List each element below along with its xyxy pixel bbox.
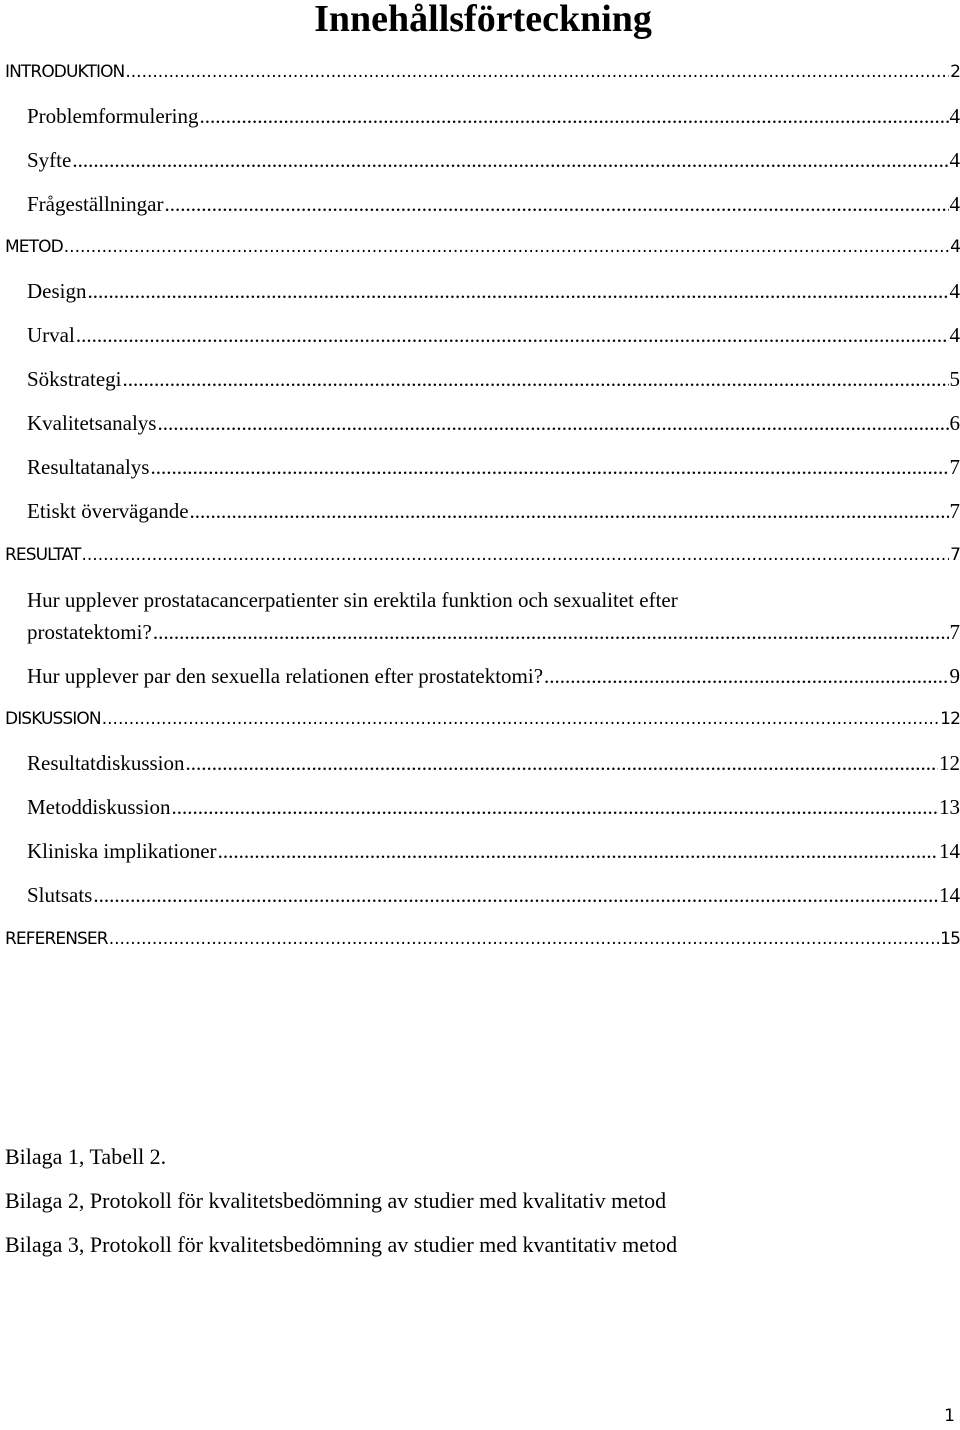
toc-entry-label: Kliniska implikationer xyxy=(27,839,217,863)
toc-entry-problemformulering[interactable] xyxy=(27,104,960,129)
toc-entry-urval[interactable] xyxy=(27,323,960,348)
toc-page-number: 6 xyxy=(949,411,960,435)
toc-entry-label: INTRODUKTION xyxy=(5,62,125,82)
toc-entry-resultat[interactable] xyxy=(5,545,960,565)
toc-leader xyxy=(64,237,949,257)
toc-entry-label: prostatektomi? xyxy=(27,620,152,644)
toc-entry-referenser[interactable] xyxy=(5,929,960,949)
toc-entry-label: Urval xyxy=(27,323,75,347)
toc-entry-label: Metoddiskussion xyxy=(27,795,171,819)
toc-entry-resultatdiskussion[interactable] xyxy=(27,751,960,776)
toc-entry-label: Sökstrategi xyxy=(27,367,122,391)
toc-entry-syfte[interactable] xyxy=(27,148,960,173)
toc-page-number: 7 xyxy=(950,545,960,565)
toc-entry-erektil-funktion[interactable] xyxy=(27,620,960,645)
toc-entry-diskussion[interactable] xyxy=(5,709,960,729)
toc-page-number: 9 xyxy=(949,664,960,688)
toc-leader xyxy=(76,323,949,348)
toc-leader xyxy=(123,367,949,392)
toc-entry-kliniska-implikationer[interactable] xyxy=(27,839,960,864)
toc-leader xyxy=(88,279,949,304)
toc-entry-label: Syfte xyxy=(27,148,72,172)
toc-entry-label: Kvalitetsanalys xyxy=(27,411,157,435)
toc-entry-etiskt-overvagande[interactable] xyxy=(27,499,960,524)
toc-leader xyxy=(125,62,949,82)
toc-page-number: 12 xyxy=(939,751,960,775)
toc-entry-label: Resultatdiskussion xyxy=(27,751,185,775)
toc-page-number: 2 xyxy=(950,62,960,82)
toc-entry-sexuella-relationen[interactable] xyxy=(27,664,960,689)
appendix-1: Bilaga 1, Tabell 2. xyxy=(5,1144,167,1169)
toc-entry-label: RESULTAT xyxy=(5,545,81,565)
toc-entry-label: Frågeställningar xyxy=(27,192,164,216)
toc-entry-label: DISKUSSION xyxy=(5,709,101,729)
toc-leader xyxy=(218,839,938,864)
toc-leader xyxy=(199,104,948,129)
toc-page-number: 4 xyxy=(949,148,960,172)
toc-leader xyxy=(190,499,949,524)
page-number: 1 xyxy=(944,1406,955,1426)
toc-leader xyxy=(81,545,949,565)
toc-page-number: 7 xyxy=(949,455,960,479)
toc-entry-label: Slutsats xyxy=(27,883,93,907)
toc-page-number: 5 xyxy=(949,367,960,391)
toc-entry-label: Etiskt övervägande xyxy=(27,499,189,523)
toc-page-number: 7 xyxy=(949,499,960,523)
toc-entry-design[interactable] xyxy=(27,279,960,304)
toc-page-number: 4 xyxy=(949,323,960,347)
toc-page-number: 15 xyxy=(940,929,960,949)
toc-page-number: 13 xyxy=(939,795,960,819)
appendix-3: Bilaga 3, Protokoll för kvalitetsbedömning av studier med kvantitativ metod xyxy=(5,1232,678,1257)
toc-entry-introduktion[interactable] xyxy=(5,62,960,82)
toc-entry-metod[interactable] xyxy=(5,237,960,257)
toc-leader xyxy=(172,795,938,820)
toc-page-number: 7 xyxy=(949,620,960,644)
toc-entry-label: METOD xyxy=(5,237,63,257)
toc-entry-label: Design xyxy=(27,279,87,303)
toc-entry-kvalitetsanalys[interactable] xyxy=(27,411,960,436)
toc-page-number: 14 xyxy=(939,839,960,863)
toc-leader xyxy=(150,455,948,480)
toc-entry-resultatanalys[interactable] xyxy=(27,455,960,480)
toc-entry-label: Resultatanalys xyxy=(27,455,150,479)
toc-page-number: 4 xyxy=(949,104,960,128)
toc-leader xyxy=(109,929,939,949)
toc-page-number: 4 xyxy=(949,192,960,216)
toc-page-number: 12 xyxy=(940,709,960,729)
toc-leader xyxy=(186,751,938,776)
toc-leader xyxy=(93,883,938,908)
toc-leader xyxy=(153,620,949,645)
toc-page-number: 14 xyxy=(939,883,960,907)
toc-leader xyxy=(102,709,939,729)
toc-entry-metoddiskussion[interactable] xyxy=(27,795,960,820)
toc-entry-slutsats[interactable] xyxy=(27,883,960,908)
toc-entry-fragestallningar[interactable] xyxy=(27,192,960,217)
toc-entry-label: Hur upplever par den sexuella relationen efter prostatektomi? xyxy=(27,664,544,688)
toc-leader xyxy=(544,664,948,689)
toc-entry-sokstrategi[interactable] xyxy=(27,367,960,392)
page-title: Innehållsförteckning xyxy=(314,0,652,40)
toc-entry-label: Problemformulering xyxy=(27,104,199,128)
toc-entry-wrapped-line[interactable]: Hur upplever prostatacancerpatienter sin erektila funktion och sexualitet efter xyxy=(27,588,678,612)
toc-leader xyxy=(72,148,948,173)
appendix-2: Bilaga 2, Protokoll för kvalitetsbedömning av studier med kvalitativ metod xyxy=(5,1188,667,1213)
toc-entry-label: REFERENSER xyxy=(5,929,108,949)
toc-page-number: 4 xyxy=(950,237,960,257)
toc-page-number: 4 xyxy=(949,279,960,303)
toc-leader xyxy=(164,192,948,217)
toc-leader xyxy=(157,411,948,436)
